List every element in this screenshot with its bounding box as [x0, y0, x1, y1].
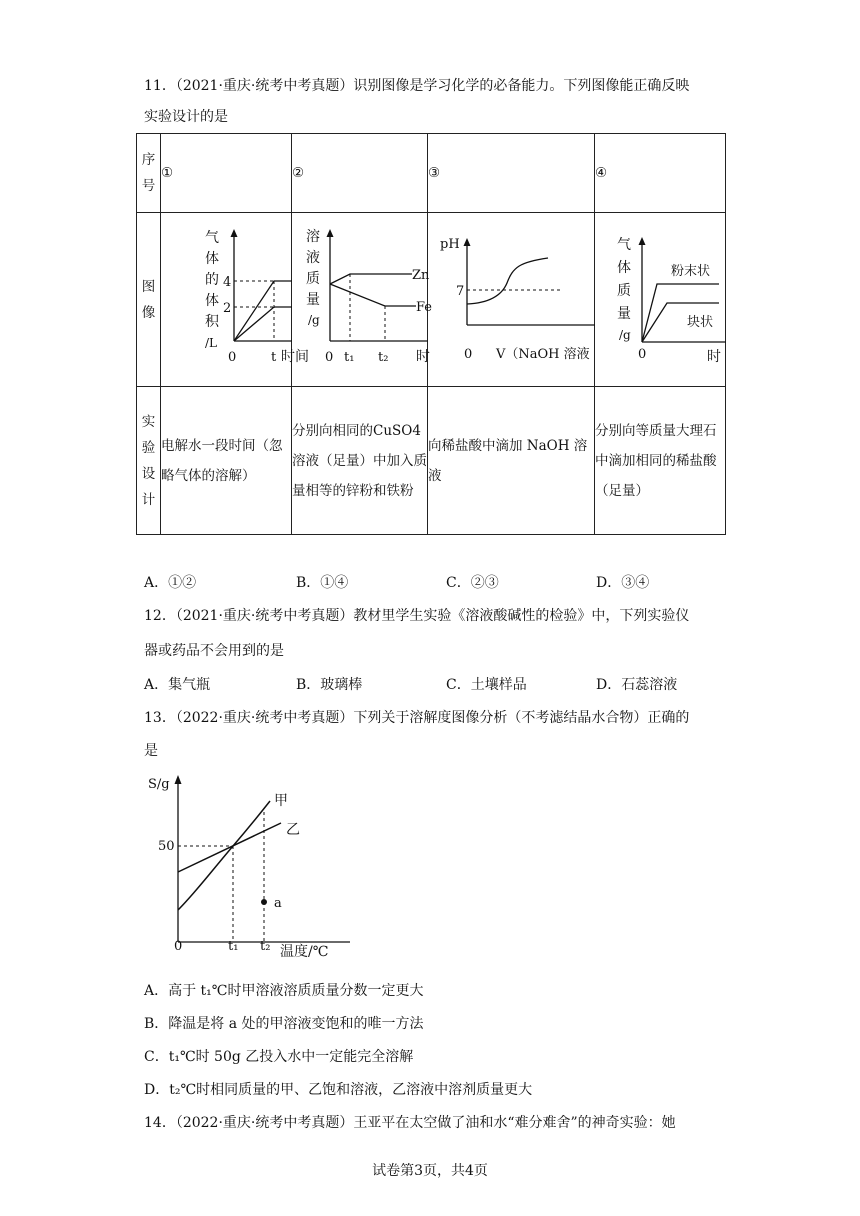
graph2-xtick-t2: t₂	[378, 350, 389, 365]
curve-jia	[178, 801, 270, 910]
q13-option-d[interactable]: D．t₂℃时相同质量的甲、乙饱和溶液，乙溶液中溶剂质量更大	[144, 1082, 533, 1098]
row-label-design: 实验设计	[137, 387, 161, 535]
curve-label-jia: 甲	[274, 793, 288, 809]
graph-1-cell	[161, 213, 309, 387]
graph1-ylabel-2: 的	[205, 272, 219, 288]
graph1-xtick-0: 0	[228, 350, 237, 365]
graph4-xtick-0: 0	[638, 347, 647, 362]
q11-option-c[interactable]: C．②③	[446, 575, 499, 591]
q11-stem-line2: 实验设计的是	[144, 109, 228, 125]
q12-option-a[interactable]: A．集气瓶	[144, 677, 211, 693]
graph-4-marble	[595, 213, 726, 382]
graph1-ytick-2: 2	[223, 301, 232, 316]
chart-xtick-0: 0	[174, 939, 183, 954]
graph2-ylabel-1: 液	[306, 250, 320, 266]
row-label-seq: 序号	[137, 134, 161, 213]
design-3: 向稀盐酸中滴加 NaOH 溶液	[428, 387, 595, 535]
q14-stem-line1: 14．（2022·重庆·统考中考真题）王亚平在太空做了油和水“难分难舍”的神奇实验：她	[144, 1115, 676, 1131]
q12-option-c[interactable]: C．土壤样品	[446, 677, 527, 693]
graph-2-zinc-iron	[292, 213, 433, 382]
solubility-chart	[140, 768, 360, 968]
graph1-xtick-t: t	[271, 350, 277, 365]
graph2-label-zn: Zn	[412, 268, 430, 283]
graph4-ylabel-2: 质	[617, 283, 631, 299]
q11-table	[136, 133, 726, 535]
col-2-header: ②	[292, 134, 428, 213]
graph4-ylabel-4: /g	[619, 328, 631, 342]
q13-stem-line2: 是	[144, 743, 158, 759]
graph4-label-powder: 粉末状	[671, 264, 711, 279]
graph-3-cell	[428, 213, 595, 387]
chart-xtick-t1: t₁	[228, 939, 239, 954]
graph1-ylabel-5: /L	[205, 336, 218, 350]
q12-stem-line1: 12．（2021·重庆·统考中考真题）教材里学生实验《溶液酸碱性的检验》中，下列实验仪	[144, 608, 690, 624]
graph3-ytick-7: 7	[456, 284, 465, 299]
q13-option-b[interactable]: B．降温是将 a 处的甲溶液变饱和的唯一方法	[144, 1016, 424, 1032]
row-label-image: 图像	[137, 213, 161, 387]
chart-ylabel: S/g	[148, 777, 170, 792]
q12-option-b[interactable]: B．玻璃棒	[296, 677, 363, 693]
col-1-header: ①	[161, 134, 292, 213]
q11-option-d[interactable]: D．③④	[596, 575, 650, 591]
graph2-xlabel: 时	[416, 349, 430, 365]
graph1-ylabel-0: 气	[205, 230, 219, 246]
q12-option-d[interactable]: D．石蕊溶液	[596, 677, 678, 693]
graph2-ylabel-0: 溶	[306, 229, 320, 245]
graph-2-cell	[292, 213, 433, 387]
design-1: 电解水一段时间（忽略气体的溶解）	[161, 387, 292, 535]
graph1-xlabel: 时间	[281, 349, 309, 365]
design-2: 分别向相同的CuSO4溶液（足量）中加入质量相等的锌粉和铁粉	[292, 387, 428, 535]
q13-option-c[interactable]: C．t₁℃时 50g 乙投入水中一定能完全溶解	[144, 1049, 414, 1065]
q12-stem-line2: 器或药品不会用到的是	[144, 643, 284, 659]
chart-xlabel: 温度/℃	[280, 944, 329, 960]
graph4-ylabel-0: 气	[617, 237, 631, 253]
curve-label-yi: 乙	[286, 822, 300, 838]
q13-option-a[interactable]: A．高于 t₁℃时甲溶液溶质质量分数一定更大	[144, 983, 424, 999]
graph3-xtick-0: 0	[464, 347, 473, 362]
q11-option-a[interactable]: A．①②	[144, 575, 197, 591]
point-a	[261, 899, 267, 905]
graph1-ylabel-4: 积	[205, 314, 219, 330]
graph4-label-block: 块状	[687, 315, 714, 330]
graph1-ylabel-3: 体	[205, 293, 219, 309]
graph2-ylabel-2: 质	[306, 271, 320, 287]
graph-4-cell	[595, 213, 726, 387]
graph2-xtick-t1: t₁	[344, 350, 355, 365]
q11-option-b[interactable]: B．①④	[296, 575, 349, 591]
graph3-xlabel: V（NaOH 溶液	[496, 347, 590, 362]
q11-stem-line1: 11．（2021·重庆·统考中考真题）识别图像是学习化学的必备能力。下列图像能正确反映	[144, 78, 690, 94]
graph4-ylabel-1: 体	[617, 260, 631, 276]
design-4: 分别向等质量大理石中滴加相同的稀盐酸（足量）	[595, 387, 726, 535]
q13-stem-line1: 13．（2022·重庆·统考中考真题）下列关于溶解度图像分析（不考滤结晶水合物）正确的	[144, 710, 690, 726]
graph2-ylabel-4: /g	[308, 313, 320, 327]
graph2-label-fe: Fe	[416, 300, 433, 315]
graph1-ylabel-1: 体	[205, 251, 219, 267]
col-3-header: ③	[428, 134, 595, 213]
chart-ytick-50: 50	[158, 839, 175, 854]
curve-yi	[178, 823, 281, 872]
chart-xtick-t2: t₂	[260, 939, 271, 954]
graph3-ylabel: pH	[440, 237, 460, 252]
graph-1-electrolysis	[161, 213, 309, 382]
graph2-ylabel-3: 量	[306, 292, 320, 308]
graph4-ylabel-3: 量	[617, 306, 631, 322]
point-label-a: a	[274, 896, 282, 911]
graph4-xlabel: 时	[707, 349, 721, 365]
graph2-xtick-0: 0	[325, 350, 334, 365]
page-footer: 试卷第3页，共4页	[372, 1163, 488, 1179]
col-4-header: ④	[595, 134, 726, 213]
graph-3-ph	[428, 213, 595, 382]
graph1-ytick-4: 4	[223, 275, 232, 290]
